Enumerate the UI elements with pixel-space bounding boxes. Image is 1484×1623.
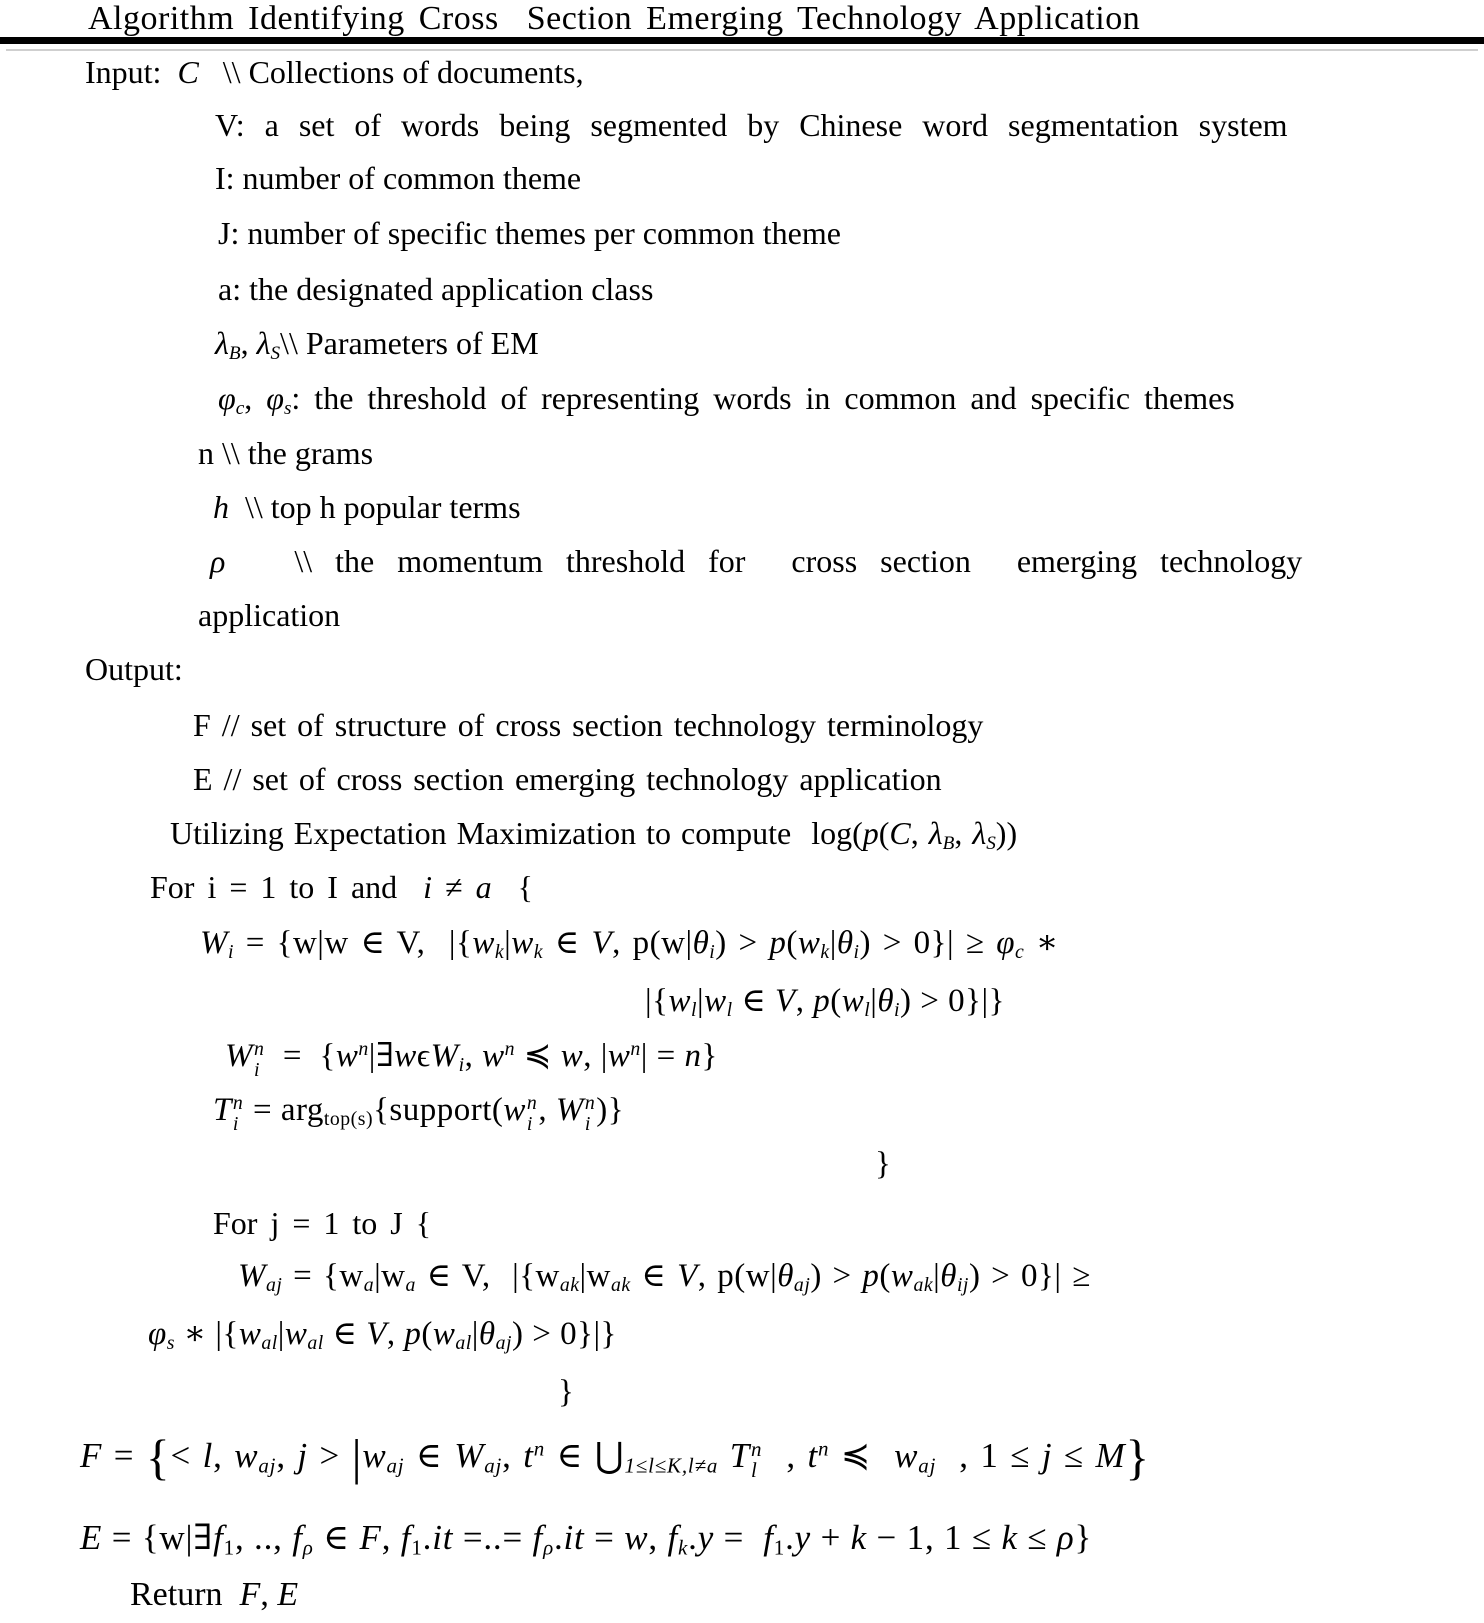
text-run: w [704, 983, 727, 1019]
text-run: } [701, 1038, 718, 1074]
text-run: F [239, 1576, 261, 1613]
text-run: φ [148, 1316, 167, 1352]
text-run: al [261, 1331, 278, 1354]
text-run: |{ [645, 983, 669, 1019]
text-run: > [307, 1436, 352, 1475]
text-run: al [307, 1331, 324, 1354]
text-run: p [769, 925, 787, 961]
input-rho-line [210, 544, 1302, 580]
for-j-loop [213, 1206, 431, 1242]
text-run: k [678, 1535, 689, 1560]
text-run: , [502, 1436, 524, 1475]
text-run: ∈ [543, 925, 592, 961]
text-run: } [558, 1374, 574, 1410]
text-run: n [684, 1038, 702, 1074]
text-run: W [454, 1436, 485, 1475]
input-h-line [213, 490, 521, 526]
text-run: φ [266, 380, 284, 416]
text-run: application [198, 597, 341, 633]
f-set-definition [80, 1429, 1151, 1485]
text-run: ∗ [1024, 925, 1059, 961]
text-run: i [228, 940, 234, 963]
input-n-line [198, 436, 373, 472]
text-run: , p(w| [697, 1258, 778, 1294]
text-run: w [668, 983, 691, 1019]
text-run: | [696, 983, 705, 1019]
text-run: = {w [282, 1258, 364, 1294]
text-run: θ [836, 925, 854, 961]
text-run: M [1095, 1436, 1126, 1475]
waj-definition-cont [148, 1316, 617, 1354]
text-run: top(s) [323, 1107, 374, 1130]
text-run: ij [956, 1273, 969, 1296]
text-run: n i [584, 1092, 596, 1135]
text-run: B [228, 342, 241, 364]
text-run: , [386, 1316, 405, 1352]
text-run: φ [996, 925, 1015, 961]
text-run: j [297, 1436, 308, 1475]
text-run: k [820, 940, 830, 963]
text-run: i [423, 869, 433, 905]
text-run: E // set of cross section emerging technology application [193, 761, 942, 797]
text-run: it [432, 1518, 454, 1557]
wi-definition-cont [645, 983, 1005, 1021]
wi-definition [200, 925, 1059, 963]
text-run: ∈ [323, 1316, 367, 1352]
text-run: ∈ [313, 1518, 360, 1557]
output-e-line [193, 762, 942, 798]
text-run: w [362, 1436, 387, 1475]
text-run: )} [596, 1092, 625, 1128]
text-run: p [862, 815, 879, 851]
text-run: : the threshold of representing words in common and specific themes [291, 380, 1235, 416]
text-run: { [145, 1429, 171, 1485]
text-run: k [494, 940, 505, 963]
text-run: } [1074, 1518, 1093, 1557]
text-run: l [690, 998, 697, 1021]
text-run: k [1001, 1518, 1018, 1557]
text-run: | [351, 1429, 363, 1485]
text-run: V [591, 925, 613, 961]
text-run [718, 1436, 730, 1475]
text-run: w [797, 925, 821, 961]
text-run: n l [750, 1436, 763, 1483]
text-run: = [102, 1436, 146, 1475]
text-run: w [482, 1038, 505, 1074]
text-run: . [785, 1518, 795, 1557]
text-run: t [523, 1436, 534, 1475]
text-run: 1 [773, 1535, 786, 1560]
text-run: 1≤l≤K,l≠a [624, 1453, 719, 1478]
waj-definition [238, 1258, 1091, 1296]
text-run: aj [484, 1453, 503, 1478]
header-rule-thin [6, 49, 1478, 51]
text-run: ρ [543, 1535, 554, 1560]
e-set-definition [80, 1518, 1092, 1560]
text-run: w [238, 1316, 262, 1352]
text-run: k [850, 1518, 867, 1557]
text-run: λ [972, 815, 987, 851]
text-run: } [1125, 1429, 1151, 1485]
text-run: it [563, 1518, 585, 1557]
text-run: j [1041, 1436, 1053, 1475]
text-run: V [775, 983, 796, 1019]
text-run: |w [374, 1258, 406, 1294]
text-run: ( [830, 983, 842, 1019]
text-run: f [400, 1518, 412, 1557]
text-run: , [648, 1518, 668, 1557]
text-run: )) [995, 815, 1018, 851]
text-run: , [276, 1436, 298, 1475]
text-run: | [471, 1316, 479, 1352]
text-run: \\ the momentum threshold for cross section emerging technology [225, 543, 1303, 579]
text-run: ) > [715, 925, 770, 961]
text-run: , .., [234, 1518, 293, 1557]
text-run: |∃ [368, 1038, 395, 1074]
text-run: aj [495, 1331, 513, 1354]
tin-definition [213, 1092, 624, 1134]
text-run: θ [478, 1316, 496, 1352]
input-i-line [215, 161, 581, 197]
text-run: h [213, 489, 229, 525]
text-run: w [607, 1038, 631, 1074]
text-run: aj [386, 1453, 405, 1478]
text-run: , 1 ≤ [936, 1436, 1042, 1475]
text-run: ak [913, 1273, 934, 1296]
text-run: T [213, 1092, 232, 1128]
text-run: , [213, 1436, 235, 1475]
em-step-line [170, 816, 1017, 854]
text-run: Return [130, 1576, 240, 1613]
text-run: ϵ [416, 1038, 431, 1074]
text-run: \\ Collections of documents, [198, 54, 584, 90]
text-run: w [284, 1316, 308, 1352]
input-a-line [218, 272, 653, 308]
text-run: f [763, 1518, 774, 1557]
text-run: | [829, 925, 837, 961]
text-run: p [813, 983, 831, 1019]
text-run: , [260, 1576, 278, 1613]
text-run: θ [692, 925, 710, 961]
text-run: . [688, 1518, 698, 1557]
text-run: = {w|w ∈ V, |{ [234, 925, 473, 961]
text-run: n i [526, 1092, 538, 1135]
text-run: F [80, 1436, 103, 1475]
text-run: λ [928, 815, 943, 851]
text-run: n [358, 1038, 369, 1061]
text-run: aj [266, 1273, 283, 1296]
text-run: ρ [1056, 1518, 1075, 1557]
text-run: ∈ ⋃ [545, 1436, 625, 1475]
text-run: W [555, 1092, 584, 1128]
text-run: a [475, 869, 492, 905]
text-run: i [894, 998, 901, 1021]
text-run: . [553, 1518, 564, 1557]
text-run: n i [254, 1038, 265, 1081]
text-run: w [894, 1436, 919, 1475]
text-run: l [864, 998, 871, 1021]
text-run: . [422, 1518, 433, 1557]
text-run: ) > 0}|} [900, 983, 1005, 1019]
text-run: F [359, 1518, 382, 1557]
text-run: n i [232, 1092, 244, 1135]
text-run: ∈ [630, 1258, 678, 1294]
text-run: , [240, 325, 257, 361]
algorithm-title [88, 0, 1140, 38]
header-rule-thick [0, 37, 1484, 44]
text-run: al [455, 1331, 472, 1354]
input-phi-line [218, 381, 1235, 419]
for-i-loop [150, 870, 533, 906]
text-run: W [200, 925, 228, 961]
input-line [85, 55, 584, 91]
text-run: | [870, 983, 878, 1019]
text-run: λ [215, 325, 229, 361]
for-i-close-brace [875, 1146, 891, 1183]
text-run: ρ [210, 543, 226, 579]
text-run: E [80, 1518, 103, 1557]
text-run: c [1014, 940, 1025, 963]
text-run: = {w|∃ [102, 1518, 214, 1557]
text-run: Utilizing Expectation Maximization to compute log( [170, 815, 863, 851]
text-run: f [667, 1518, 679, 1557]
text-run: {support( [373, 1092, 504, 1128]
text-run: |w [579, 1258, 611, 1294]
text-run: , p(w| [612, 925, 693, 961]
text-run: ) > 0}|} [512, 1316, 617, 1352]
text-run: ( [878, 815, 890, 851]
text-run: ak [610, 1273, 631, 1296]
text-run: ≤ [1052, 1436, 1096, 1475]
text-run: f [213, 1518, 224, 1557]
text-run: ∗ |{ [174, 1316, 239, 1352]
input-rho-line-cont [198, 598, 340, 634]
text-run: ( [421, 1316, 433, 1352]
return-line [130, 1576, 298, 1614]
text-run: W [225, 1038, 253, 1074]
text-run: For j = 1 to J { [213, 1205, 432, 1241]
text-run: ∈ [404, 1436, 455, 1475]
text-run: w [432, 1316, 456, 1352]
text-run: , [910, 815, 929, 851]
text-run: S [986, 832, 996, 854]
text-run: = [584, 1518, 625, 1557]
text-run: ≤ [1017, 1518, 1057, 1557]
text-run: F // set of structure of cross section technology terminology [193, 707, 984, 743]
text-run: , [795, 983, 814, 1019]
text-run: w [234, 1436, 259, 1475]
text-run: W [430, 1038, 459, 1074]
text-run: 1 [411, 1535, 423, 1560]
text-run: | [277, 1316, 285, 1352]
text-run: k [533, 940, 544, 963]
text-run: λ [256, 325, 271, 361]
text-run: { [491, 869, 533, 905]
text-run: ≠ [432, 869, 476, 905]
text-run: E [277, 1576, 299, 1613]
text-run: B [942, 832, 955, 854]
text-run: w [394, 1038, 417, 1074]
text-run: | = [640, 1038, 685, 1074]
text-run: \\ Parameters of EM [280, 325, 539, 361]
text-run: n \\ the grams [198, 435, 374, 471]
text-run: C [889, 815, 911, 851]
input-j-line [218, 216, 841, 252]
text-run: V [366, 1316, 387, 1352]
text-run: p [862, 1258, 880, 1294]
text-run: ( [879, 1258, 891, 1294]
text-run: f [292, 1518, 303, 1557]
text-run: y [794, 1518, 812, 1557]
text-run: For i = 1 to I and [150, 869, 424, 905]
text-run: f [532, 1518, 544, 1557]
text-run: , [244, 380, 267, 416]
text-run: a [363, 1273, 375, 1296]
text-run: ) > 0}| ≥ [968, 1258, 1091, 1294]
text-run: W [238, 1258, 266, 1294]
text-run: } [875, 1146, 891, 1182]
text-run: \\ top h popular terms [229, 489, 521, 525]
text-run: n [504, 1038, 516, 1061]
text-run: , [538, 1092, 556, 1128]
text-run: = arg [244, 1092, 324, 1128]
text-run: ak [559, 1273, 580, 1296]
text-run: ≼ [515, 1038, 561, 1074]
text-run: i [853, 940, 860, 963]
text-run: ) > [810, 1258, 863, 1294]
text-run: =..= [453, 1518, 533, 1557]
text-run: S [270, 342, 281, 364]
text-run: | [933, 1258, 941, 1294]
text-run: = [714, 1518, 764, 1557]
text-run: + [811, 1518, 851, 1557]
text-run: w [335, 1038, 359, 1074]
text-run: , [954, 815, 973, 851]
text-run: s [166, 1331, 175, 1354]
text-run: ∈ [732, 983, 776, 1019]
text-run: ≼ [829, 1436, 895, 1475]
text-run: T [729, 1436, 750, 1475]
text-run: , [763, 1436, 808, 1475]
text-run: w [890, 1258, 914, 1294]
text-run: aj [918, 1453, 937, 1478]
text-run: ∈ V, |{w [415, 1258, 560, 1294]
text-run: w [624, 1518, 649, 1557]
text-run: s [283, 397, 292, 419]
text-run: n [818, 1436, 830, 1461]
text-run: ) > 0}| ≥ [859, 925, 997, 961]
text-run: w [511, 925, 534, 961]
text-run: , | [583, 1038, 608, 1074]
text-run: l [726, 998, 733, 1021]
text-run: c [235, 397, 245, 419]
text-run: , [381, 1518, 401, 1557]
text-run: ( [786, 925, 798, 961]
text-run: aj [793, 1273, 811, 1296]
text-run: , [464, 1038, 483, 1074]
for-j-close-brace [558, 1374, 574, 1411]
win-definition [225, 1038, 718, 1080]
text-run: a [405, 1273, 416, 1296]
text-run: a: the designated application class [218, 271, 654, 307]
text-run: w [560, 1038, 584, 1074]
text-run: I: number of common theme [215, 160, 582, 196]
text-run: y [697, 1518, 715, 1557]
text-run: n [533, 1436, 546, 1461]
output-label [85, 652, 183, 688]
input-v-line [215, 108, 1288, 144]
text-run: J: number of specific themes per common theme [218, 215, 841, 251]
text-run: l [202, 1436, 214, 1475]
text-run: = { [265, 1038, 336, 1074]
text-run: | [504, 925, 512, 961]
text-run: p [404, 1316, 422, 1352]
text-run: θ [940, 1258, 957, 1294]
input-lambda-line [215, 326, 539, 364]
text-run: ρ [302, 1535, 314, 1560]
text-run: t [807, 1436, 819, 1475]
text-run: w [472, 925, 495, 961]
text-run: V: a set of words being segmented by Chinese word segmentation system [215, 107, 1288, 143]
text-run: Algorithm Identifying Cross Section Emerging Technology Application [88, 0, 1141, 37]
text-run: i [458, 1053, 465, 1076]
text-run: Input: [85, 54, 178, 90]
text-run: i [709, 940, 716, 963]
text-run: φ [218, 380, 236, 416]
text-run: w [503, 1092, 526, 1128]
text-run: θ [877, 983, 895, 1019]
text-run: θ [777, 1258, 794, 1294]
text-run: C [177, 54, 199, 90]
text-run: 1 [223, 1535, 235, 1560]
text-run: V [677, 1258, 698, 1294]
text-run: Output: [85, 651, 183, 687]
output-f-line [193, 708, 983, 744]
text-run: < [170, 1436, 203, 1475]
text-run: n [630, 1038, 641, 1061]
text-run: − 1, 1 ≤ [867, 1518, 1002, 1557]
text-run: w [841, 983, 865, 1019]
text-run: aj [258, 1453, 277, 1478]
